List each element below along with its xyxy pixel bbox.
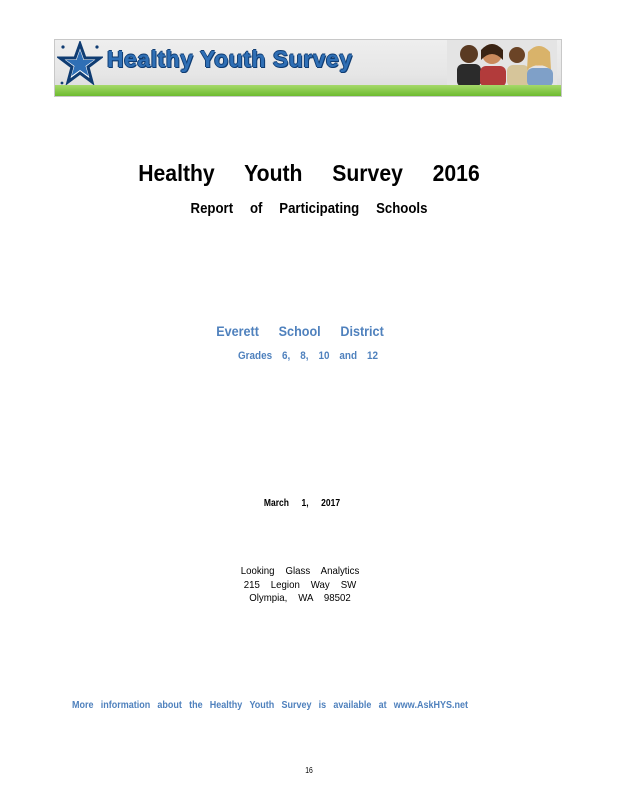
more-info-word: information [100, 700, 151, 711]
district-name: Everett School District [216, 323, 384, 339]
banner-title: Healthy Youth Survey [107, 46, 353, 72]
header-banner [54, 39, 562, 97]
more-info-word: is [318, 700, 327, 711]
more-info-word: Healthy [209, 700, 243, 711]
more-info-word: Survey [281, 700, 312, 711]
more-info-word: about [157, 700, 182, 711]
address-line-1: Looking Glass Analytics [240, 565, 360, 577]
star-logo-icon [57, 41, 103, 87]
report-date: March 1, 2017 [263, 498, 341, 509]
address-line-3: Olympia, WA 98502 [249, 592, 351, 604]
banner-green-strip [55, 85, 561, 96]
more-info-word: Youth [249, 700, 275, 711]
document-subtitle: Report of Participating Schools [190, 200, 428, 217]
youth-photo-icon [447, 40, 557, 87]
document-title: Healthy Youth Survey 2016 [138, 160, 480, 186]
publisher-address [24, 565, 576, 606]
more-info-word: More [72, 700, 94, 711]
more-info-line [72, 700, 468, 711]
website-link[interactable]: www.AskHYS.net [393, 700, 468, 711]
grades-line: Grades 6, 8, 10 and 12 [237, 350, 379, 362]
page-number: 16 [305, 766, 313, 775]
address-line-2: 215 Legion Way SW [243, 578, 357, 591]
more-info-word: at [378, 700, 387, 711]
more-info-word: available [333, 700, 372, 711]
more-info-word: the [189, 700, 203, 711]
